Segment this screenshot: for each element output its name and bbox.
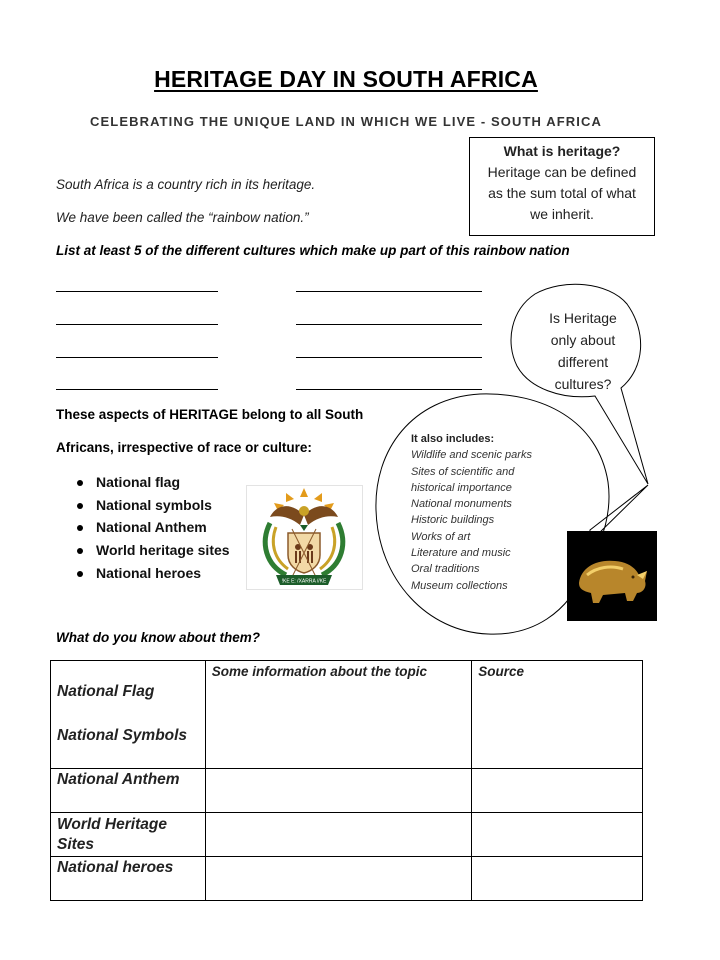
list-item: National monuments (411, 498, 512, 511)
heritage-definition-box (469, 137, 655, 236)
table-cell-topic (51, 813, 206, 857)
aspects-line-1: These aspects of HERITAGE belong to all South (56, 407, 364, 422)
list-item: Works of art (411, 530, 471, 543)
answer-line[interactable] (56, 324, 218, 325)
row-label-world-heritage-2: Sites (57, 836, 95, 853)
answer-line[interactable] (296, 357, 482, 358)
table-question: What do you know about them? (56, 630, 260, 645)
table-cell-source[interactable] (472, 813, 643, 857)
row-label-symbols: National Symbols (57, 727, 188, 744)
table-row (51, 857, 643, 901)
table-cell-source[interactable] (472, 857, 643, 901)
includes-list (411, 431, 571, 594)
page-title: HERITAGE DAY IN SOUTH AFRICA (154, 66, 538, 92)
list-item: historical importance (411, 481, 512, 494)
aspects-line-2: Africans, irrespective of race or culture: (56, 440, 312, 455)
table-cell-topic (51, 769, 206, 813)
heritage-box-heading: What is heritage? (503, 143, 621, 159)
aspects-list (56, 471, 246, 584)
table-cell-info[interactable] (205, 813, 472, 857)
answer-line[interactable] (56, 357, 218, 358)
coat-of-arms-image (246, 485, 363, 590)
heritage-box-line: Heritage can be defined (487, 164, 637, 180)
column-header-info[interactable]: Some information about the topic (205, 661, 472, 769)
row-label-anthem: National Anthem (57, 771, 180, 788)
table-row (51, 661, 643, 769)
coat-of-arms-motto: !KE E: /XARRA //KE (281, 578, 327, 585)
heritage-box-line: we inherit. (530, 206, 594, 222)
list-item: National flag (56, 471, 246, 494)
column-header-source[interactable]: Source (472, 661, 643, 769)
heritage-box-line: as the sum total of what (488, 185, 636, 201)
includes-heading: It also includes: (411, 433, 495, 445)
list-item: National Anthem (56, 516, 246, 539)
speech-bubble-line: different (557, 354, 609, 370)
list-item: Historic buildings (411, 514, 495, 527)
answer-line[interactable] (296, 291, 482, 292)
list-item: National heroes (56, 562, 246, 585)
list-item: Wildlife and scenic parks (411, 449, 532, 462)
intro-line-2: We have been called the “rainbow nation.” (56, 210, 309, 225)
answer-line[interactable] (296, 324, 482, 325)
speech-bubble-line: only about (550, 332, 616, 348)
table-cell-info[interactable] (205, 769, 472, 813)
table-cell-source[interactable] (472, 769, 643, 813)
list-item: Literature and music (411, 547, 511, 560)
answer-line[interactable] (56, 389, 218, 390)
table-cell-topic (51, 661, 206, 769)
list-item: Oral traditions (411, 563, 480, 576)
list-item: Museum collections (411, 579, 508, 592)
answer-line[interactable] (56, 291, 218, 292)
culture-instruction: List at least 5 of the different cultures which make up part of this rainbow nation (56, 243, 570, 258)
list-item: World heritage sites (56, 539, 246, 562)
row-label-flag: National Flag (57, 683, 155, 700)
golden-rhino-image (567, 531, 657, 621)
speech-bubble-line: cultures? (554, 376, 612, 392)
speech-bubble-text (532, 307, 634, 395)
table-cell-info[interactable] (205, 857, 472, 901)
row-label-world-heritage: World Heritage (57, 816, 167, 833)
speech-bubble-line: Is Heritage (549, 310, 617, 326)
list-item: National symbols (56, 494, 246, 517)
table-row (51, 769, 643, 813)
table-row (51, 813, 643, 857)
table-cell-topic (51, 857, 206, 901)
info-table (50, 660, 643, 901)
list-item: Sites of scientific and (411, 465, 515, 478)
row-label-heroes: National heroes (57, 859, 174, 876)
intro-line-1: South Africa is a country rich in its heritage. (56, 177, 316, 192)
page-subtitle: CELEBRATING THE UNIQUE LAND IN WHICH WE LIVE - SOUTH AFRICA (90, 114, 602, 129)
